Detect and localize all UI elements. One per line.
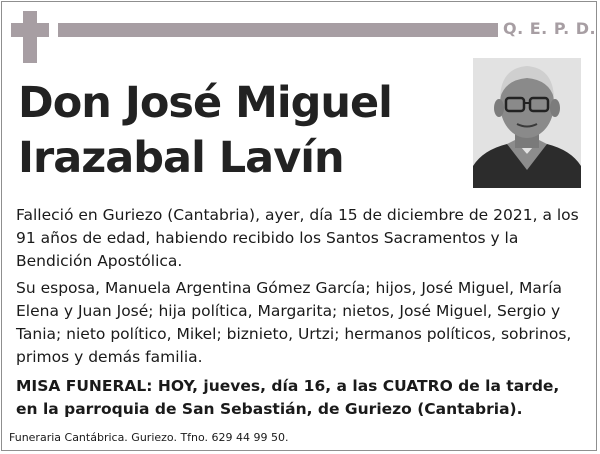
death-announcement: Falleció en Guriezo (Cantabria), ayer, día 15 de diciembre de 2021, a los 91 años de edad, habiendo recibido los Santos Sacramentos y la Bendición Apostólica. [16, 206, 579, 270]
name-line-1: Don José Miguel [18, 78, 392, 128]
portrait-image [473, 58, 581, 188]
name-line-2: Irazabal Lavín [18, 133, 344, 183]
deceased-name [18, 76, 392, 186]
family-list: Su esposa, Manuela Argentina Gómez García; hijos, José Miguel, María Elena y Juan José; hija política, Margarita; nietos, José Miguel, Sergio y Tania; nieto político, Mikel; biznieto, Urtzi; hermanos políticos, sobrinos, primos y demás familia. [16, 279, 572, 366]
qepd-label: Q. E. P. D. [503, 19, 597, 38]
funeral-mass-info: MISA FUNERAL: HOY, jueves, día 16, a las CUATRO de la tarde, en la parroquia de San Sebastián, de Guriezo (Cantabria). [16, 377, 560, 418]
funeral-home-footer: Funeraria Cantábrica. Guriezo. Tfno. 629 44 99 50. [9, 431, 289, 444]
header-bar [58, 23, 498, 37]
portrait-photo [473, 58, 581, 188]
